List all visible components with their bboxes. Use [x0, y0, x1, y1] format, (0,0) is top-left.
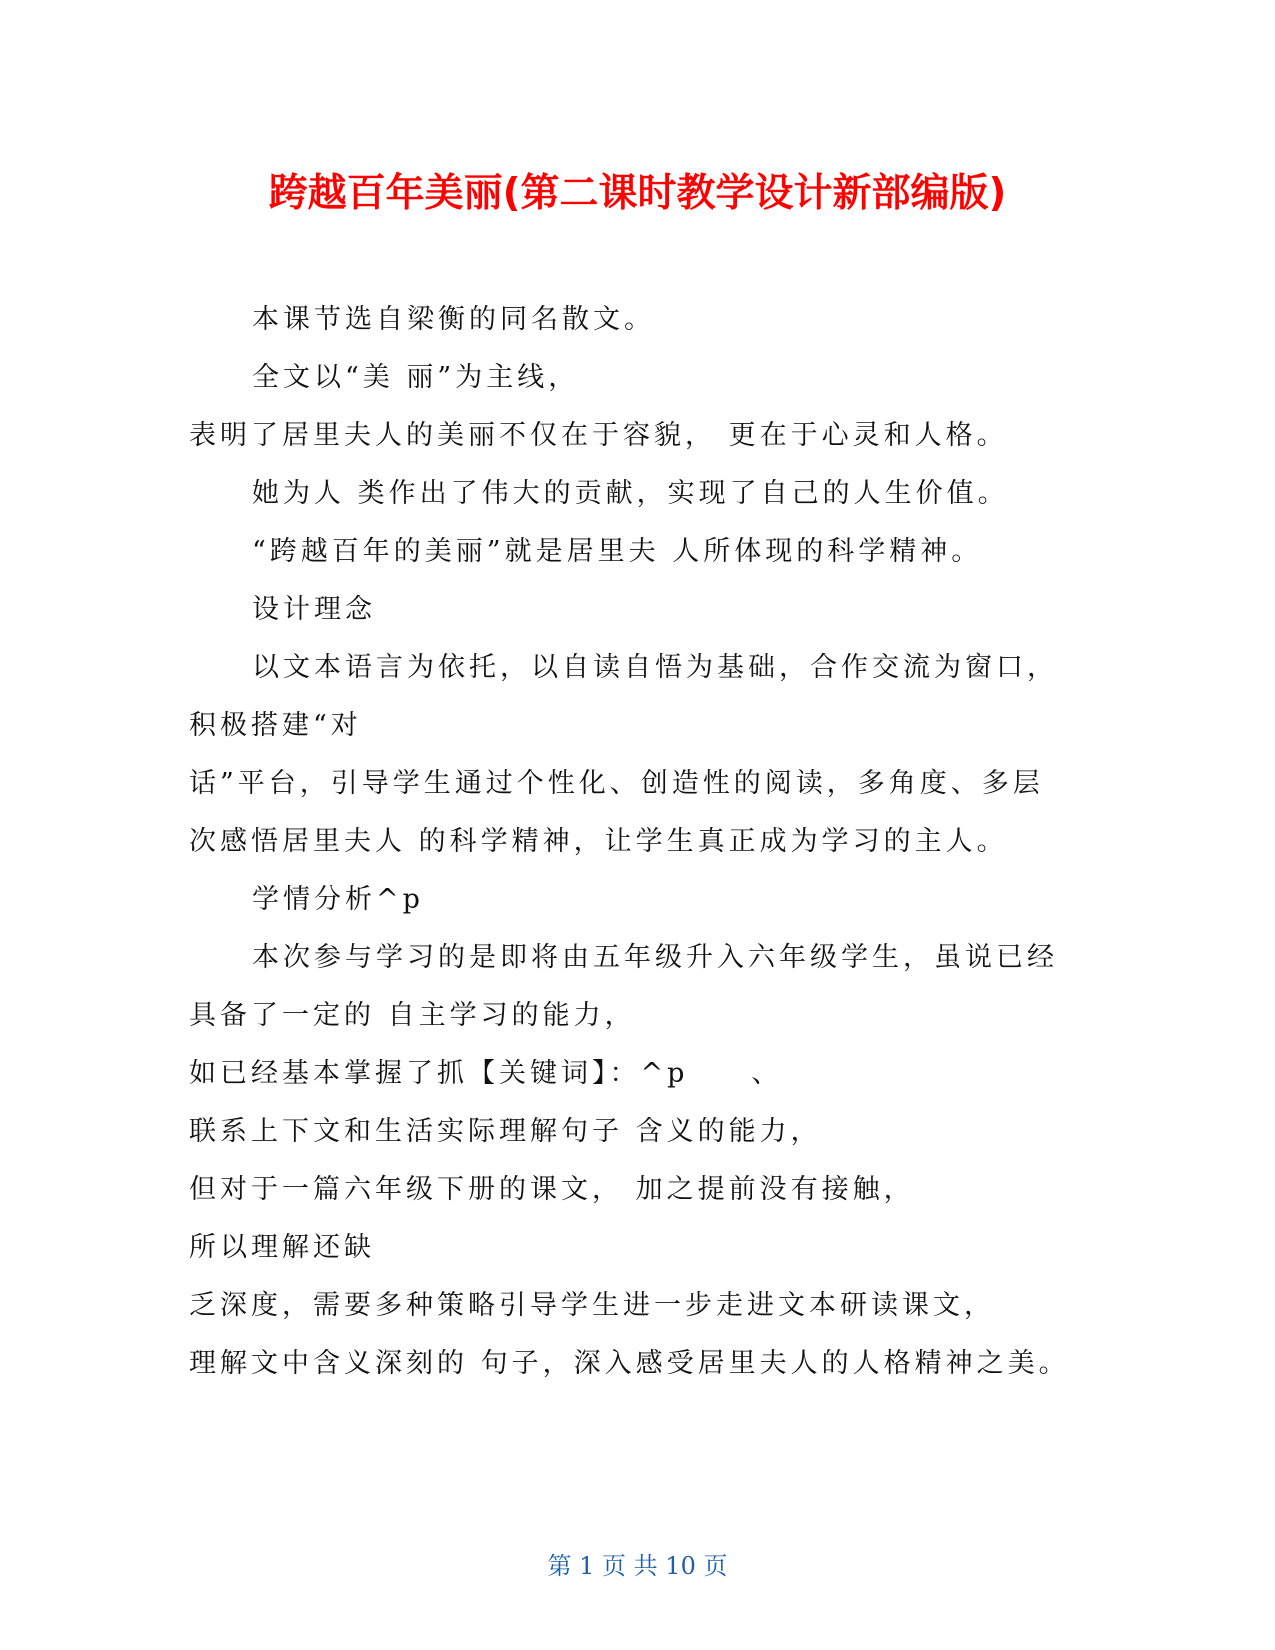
section-heading: 学情分析^p [252, 884, 424, 915]
paragraph-line: 话”平台，引导学生通过个性化、创造性的阅读，多角度、多层 [189, 768, 1044, 799]
section-heading: 设计理念 [252, 594, 376, 625]
page-number-footer: 第 1 页 共 10 页 [547, 1552, 728, 1580]
paragraph-line: 次感悟居里夫人 的科学精神，让学生真正成为学习的主人。 [189, 826, 1008, 857]
paragraph-line: 如已经基本掌握了抓【关键词】：^p 、 [189, 1058, 783, 1089]
paragraph-line: 具备了一定的 自主学习的能力， [189, 1000, 636, 1031]
paragraph-line: “跨越百年的美丽”就是居里夫 人所体现的科学精神。 [252, 536, 983, 567]
paragraph-line: 乏深度，需要多种策略引导学生进一步走进文本研读课文， [189, 1290, 995, 1321]
paragraph-line: 本次参与学习的是即将由五年级升入六年级学生，虽说已经 [252, 942, 1058, 973]
paragraph-line: 联系上下文和生活实际理解句子 含义的能力， [189, 1116, 822, 1147]
paragraph-line: 所以理解还缺 [189, 1232, 375, 1263]
paragraph-line: 理解文中含义深刻的 句子，深入感受居里夫人的人格精神之美。 [189, 1348, 1070, 1379]
paragraph-line: 她为人 类作出了伟大的贡献，实现了自己的人生价值。 [252, 478, 1009, 509]
paragraph-line: 本课节选自梁衡的同名散文。 [252, 304, 655, 335]
paragraph-line: 积极搭建“对 [189, 710, 362, 741]
paragraph-line: 以文本语言为依托，以自读自悟为基础，合作交流为窗口， [252, 652, 1058, 683]
document-title: 跨越百年美丽(第二课时教学设计新部编版) [268, 171, 1007, 216]
paragraph-line: 表明了居里夫人的美丽不仅在于容貌， 更在于心灵和人格。 [189, 420, 1008, 451]
paragraph-line: 全文以“美 丽”为主线， [252, 362, 580, 393]
paragraph-line: 但对于一篇六年级下册的课文， 加之提前没有接触， [189, 1174, 915, 1205]
